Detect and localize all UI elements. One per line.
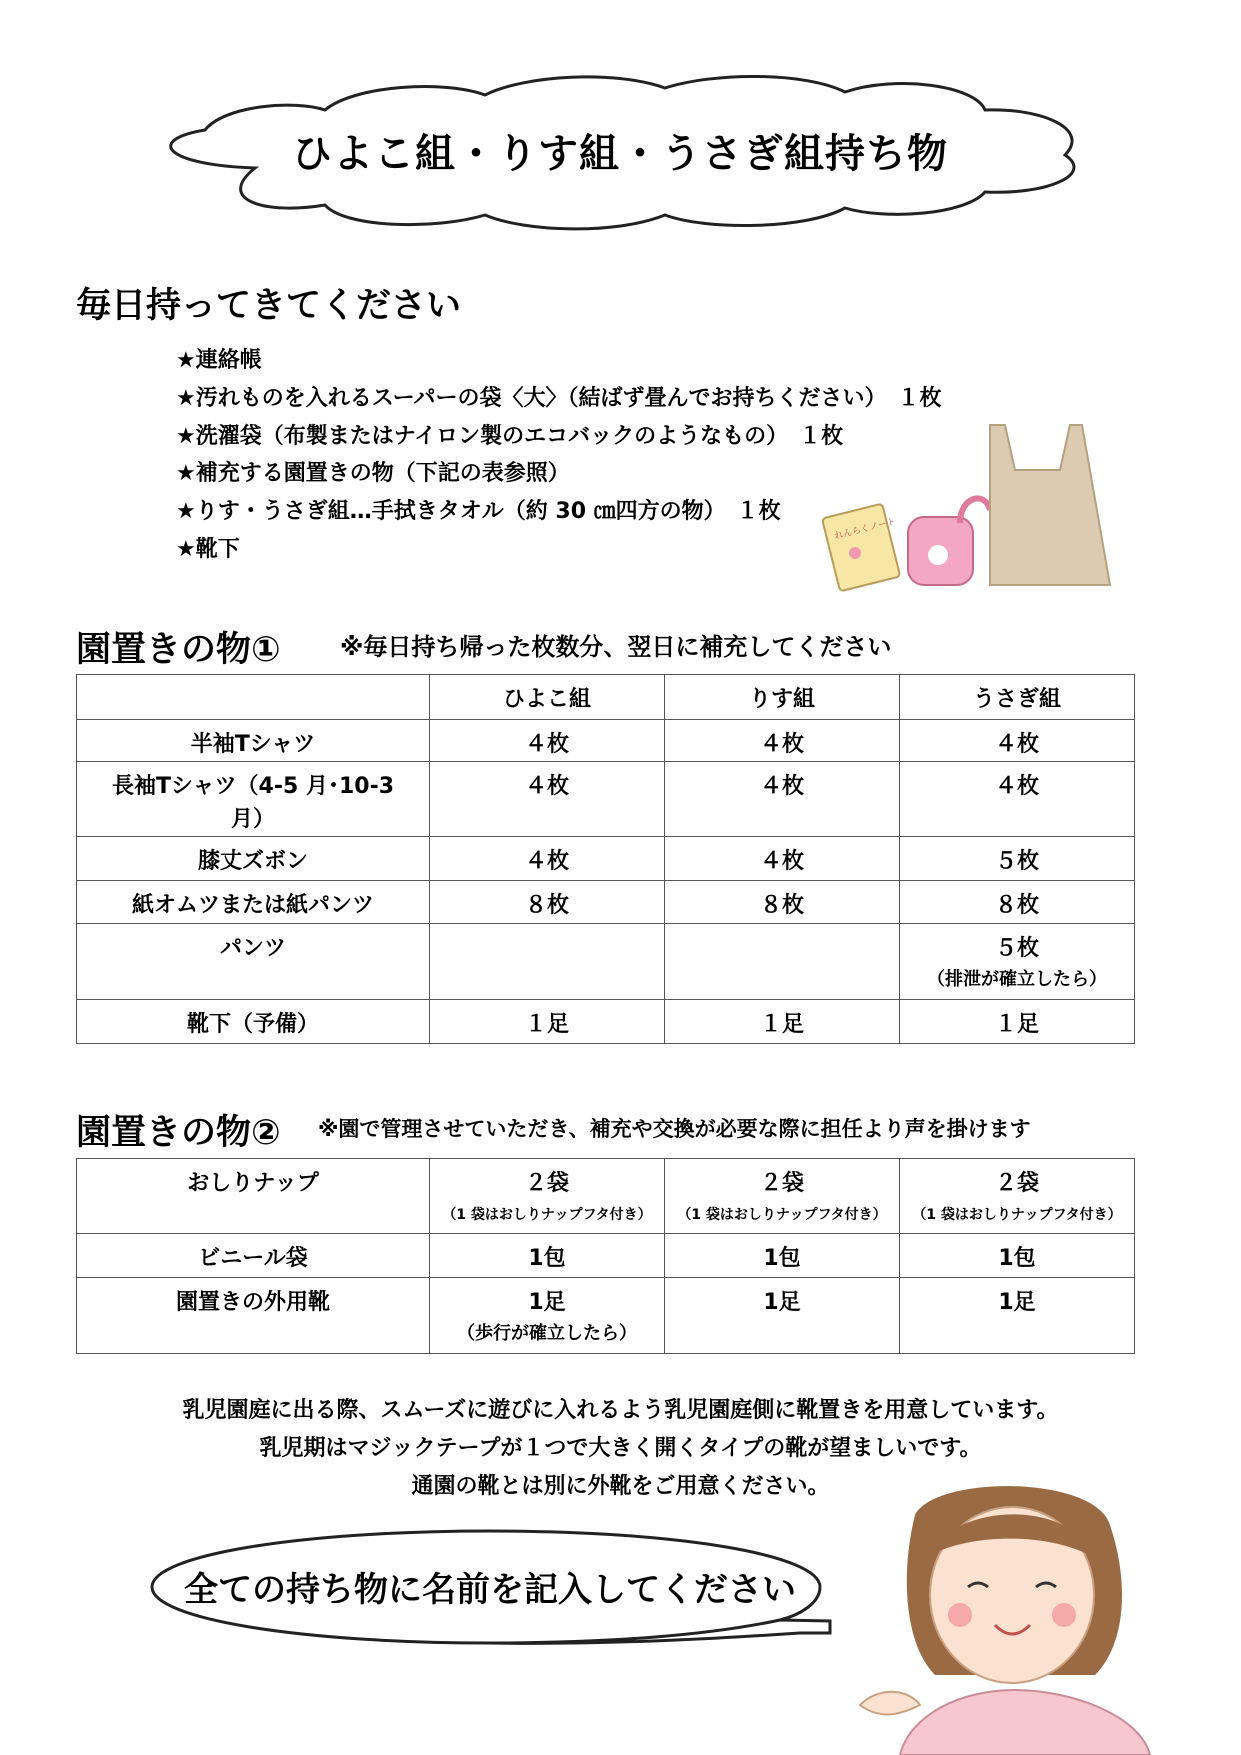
table-row: [77, 1234, 1135, 1278]
list-item: ★靴下: [176, 536, 240, 562]
value-cell: ５枚: [900, 837, 1135, 881]
value-cell: [665, 924, 900, 1000]
table-row: [77, 720, 1135, 762]
value-cell: １足: [900, 1000, 1135, 1044]
notebook-label: れんらくノート: [833, 517, 897, 542]
reminder-bubble: [140, 1525, 840, 1650]
value-cell: ８枚: [430, 881, 665, 924]
table-row: [77, 1000, 1135, 1044]
table-header-row: [77, 675, 1135, 720]
table-row: [77, 881, 1135, 924]
table1-note: ※毎日持ち帰った枚数分、翌日に補充してください: [340, 633, 892, 661]
teacher-icon: [860, 1486, 1150, 1755]
value-cell: ２袋 （1 袋はおしりナップフタ付き）: [900, 1159, 1135, 1234]
table2-heading: 園置きの物②: [76, 1113, 281, 1153]
header-cell: りす組: [665, 675, 900, 720]
value-cell: 1包: [430, 1234, 665, 1278]
value-cell: ２袋 （1 袋はおしりナップフタ付き）: [430, 1159, 665, 1234]
value-note: （歩行が確立したら）: [457, 1323, 637, 1344]
value-note: （1 袋はおしりナップフタ付き）: [442, 1207, 652, 1223]
value-cell: ４枚: [430, 762, 665, 837]
notice-line: 乳児園庭に出る際、スムーズに遊びに入れるよう乳児園庭側に靴置きを用意しています。: [182, 1398, 1059, 1423]
daily-heading: 毎日持ってきてください: [76, 286, 462, 326]
item-cell: パンツ: [77, 924, 430, 1000]
list-item: ★洗濯袋（布製またはナイロン製のエコバックのようなもの） １枚: [176, 423, 844, 449]
value-cell: ４枚: [430, 837, 665, 881]
table1-heading: 園置きの物①: [76, 630, 281, 670]
table-row: [77, 1159, 1135, 1234]
value-cell: 1包: [900, 1234, 1135, 1278]
eco-bag-icon: [990, 425, 1110, 585]
table-row: [77, 924, 1135, 1000]
value-note: （1 袋はおしりナップフタ付き）: [912, 1207, 1122, 1223]
value-cell: ４枚: [430, 720, 665, 762]
item-cell: 園置きの外用靴: [77, 1278, 430, 1354]
value-cell: [430, 924, 665, 1000]
items-illustration: [820, 405, 1130, 600]
value-cell: ８枚: [900, 881, 1135, 924]
item-cell: 紙オムツまたは紙パンツ: [77, 881, 430, 924]
header-cell: ひよこ組: [430, 675, 665, 720]
table-row: [77, 1278, 1135, 1354]
value-cell: １足: [665, 1000, 900, 1044]
item-cell: ビニール袋: [77, 1234, 430, 1278]
value-note: （1 袋はおしりナップフタ付き）: [677, 1207, 887, 1223]
value-cell: １足: [430, 1000, 665, 1044]
list-item: ★補充する園置きの物（下記の表参照）: [176, 461, 570, 487]
notice-line: 乳児期はマジックテープが１つで大きく開くタイプの靴が望ましいです。: [259, 1436, 982, 1461]
table-row: [77, 837, 1135, 881]
item-cell: おしりナップ: [77, 1159, 430, 1234]
item-cell: 長袖Tシャツ（4-5 月･10-3 月）: [77, 762, 430, 837]
value-cell: 1包: [665, 1234, 900, 1278]
notebook-icon: [822, 504, 900, 592]
value-cell: ４枚: [665, 837, 900, 881]
value-cell: ４枚: [900, 762, 1135, 837]
table2: [76, 1158, 1135, 1354]
value-cell: ４枚: [900, 720, 1135, 762]
notice-line: 通園の靴とは別に外靴をご用意ください。: [411, 1474, 830, 1499]
value-cell: ２袋 （1 袋はおしりナップフタ付き）: [665, 1159, 900, 1234]
value-cell: ４枚: [665, 762, 900, 837]
table1: [76, 674, 1135, 1044]
item-cell: 靴下（予備）: [77, 1000, 430, 1044]
list-item: ★汚れものを入れるスーパーの袋〈大〉（結ばず畳んでお持ちください） １枚: [176, 385, 942, 411]
value-cell: ８枚: [665, 881, 900, 924]
page-title: ひよこ組・りす組・うさぎ組持ち物: [292, 131, 948, 177]
item-cell: 膝丈ズボン: [77, 837, 430, 881]
item-cell: 半袖Tシャツ: [77, 720, 430, 762]
teacher-illustration: [840, 1475, 1170, 1755]
value-cell: 1足: [900, 1278, 1135, 1354]
value-cell: 1足 （歩行が確立したら）: [430, 1278, 665, 1354]
value-cell: 1足: [665, 1278, 900, 1354]
value-cell: ４枚: [665, 720, 900, 762]
list-item: ★連絡帳: [176, 348, 262, 373]
value-cell: ５枚 （排泄が確立したら）: [900, 924, 1135, 1000]
value-note: （排泄が確立したら）: [927, 969, 1107, 990]
table2-note: ※園で管理させていただき、補充や交換が必要な際に担任より声を掛けます: [318, 1117, 1031, 1141]
title-cloud: [145, 70, 1095, 240]
header-cell: [77, 675, 430, 720]
table-row: [77, 762, 1135, 837]
list-item: ★りす・うさぎ組…手拭きタオル（約 30 ㎝四方の物） １枚: [176, 499, 781, 525]
pouch-icon: [908, 498, 990, 585]
reminder-text: 全ての持ち物に名前を記入してください: [184, 1570, 796, 1610]
header-cell: うさぎ組: [900, 675, 1135, 720]
